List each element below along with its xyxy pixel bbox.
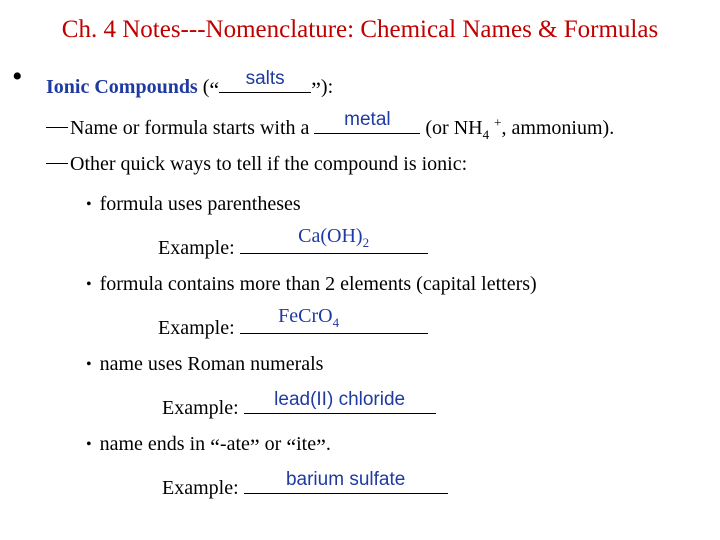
rule-ate-ite xyxy=(86,433,331,459)
open-paren: ( xyxy=(202,76,210,98)
open-quote: “ xyxy=(209,77,220,102)
rule-roman xyxy=(86,353,323,376)
example-answer: $Ca(OH)_2$ xyxy=(298,225,370,250)
rule-text: formula uses parentheses xyxy=(99,193,301,215)
or-text: or xyxy=(264,433,282,455)
example-ate-ite xyxy=(162,469,448,500)
quote-close: ” xyxy=(249,434,260,459)
example-answer: lead(II) chloride xyxy=(274,389,406,410)
example-blank xyxy=(244,469,448,494)
close-paren: ): xyxy=(320,76,334,98)
example-blank xyxy=(240,305,428,334)
example-label: Example: xyxy=(162,477,239,499)
salts-blank xyxy=(219,68,311,93)
example-label: Example: xyxy=(162,397,239,419)
example-answer: FeCrO$_4$ xyxy=(278,305,340,330)
example-parentheses xyxy=(158,225,428,260)
example-blank xyxy=(240,225,428,254)
example-blank xyxy=(244,389,436,414)
close-quote: ” xyxy=(311,77,321,102)
sub-bullet: • xyxy=(86,436,92,453)
quote-open: “ xyxy=(210,434,220,459)
ate-suffix: -ate xyxy=(219,433,250,455)
nh4-charge: + xyxy=(494,114,502,130)
quote-close: ” xyxy=(316,434,326,459)
rule-parentheses xyxy=(86,193,301,216)
ionic-line xyxy=(46,68,334,102)
other-ways-text: Other quick ways to tell if the compound is ionic: xyxy=(70,153,468,175)
starts-with-text: Name or formula starts with a xyxy=(70,117,310,139)
dash-marker xyxy=(46,163,68,164)
starts-with-line xyxy=(46,109,615,143)
ammonium-text: , ammonium). xyxy=(501,117,615,139)
rule-text: name uses Roman numerals xyxy=(99,353,324,375)
example-answer: barium sulfate xyxy=(285,469,406,490)
period: . xyxy=(325,433,331,455)
dash-marker xyxy=(46,127,68,128)
sub-bullet: • xyxy=(86,276,92,293)
example-label: Example: xyxy=(158,317,235,339)
quote-open: “ xyxy=(286,434,297,459)
rule-text: formula contains more than 2 elements (capital letters) xyxy=(99,273,537,295)
rule-text: name ends in xyxy=(99,433,206,455)
nh4-text: (or NH xyxy=(425,117,483,139)
metal-blank xyxy=(314,109,420,134)
ionic-heading: Ionic Compounds xyxy=(46,76,198,98)
sub-bullet: • xyxy=(86,196,92,213)
other-ways-line xyxy=(46,153,467,176)
example-elements xyxy=(158,305,428,340)
rule-elements xyxy=(86,273,537,296)
ite-suffix: ite xyxy=(296,433,317,455)
metal-answer: metal xyxy=(344,109,391,130)
example-roman xyxy=(162,389,436,420)
salts-answer: salts xyxy=(245,68,285,89)
nh4-subscript: 4 xyxy=(482,127,490,142)
page-title: Ch. 4 Notes---Nomenclature: Chemical Names & Formulas xyxy=(61,16,659,43)
bullet-dot: • xyxy=(12,60,23,93)
sub-bullet: • xyxy=(86,356,92,373)
example-label: Example: xyxy=(158,237,235,259)
